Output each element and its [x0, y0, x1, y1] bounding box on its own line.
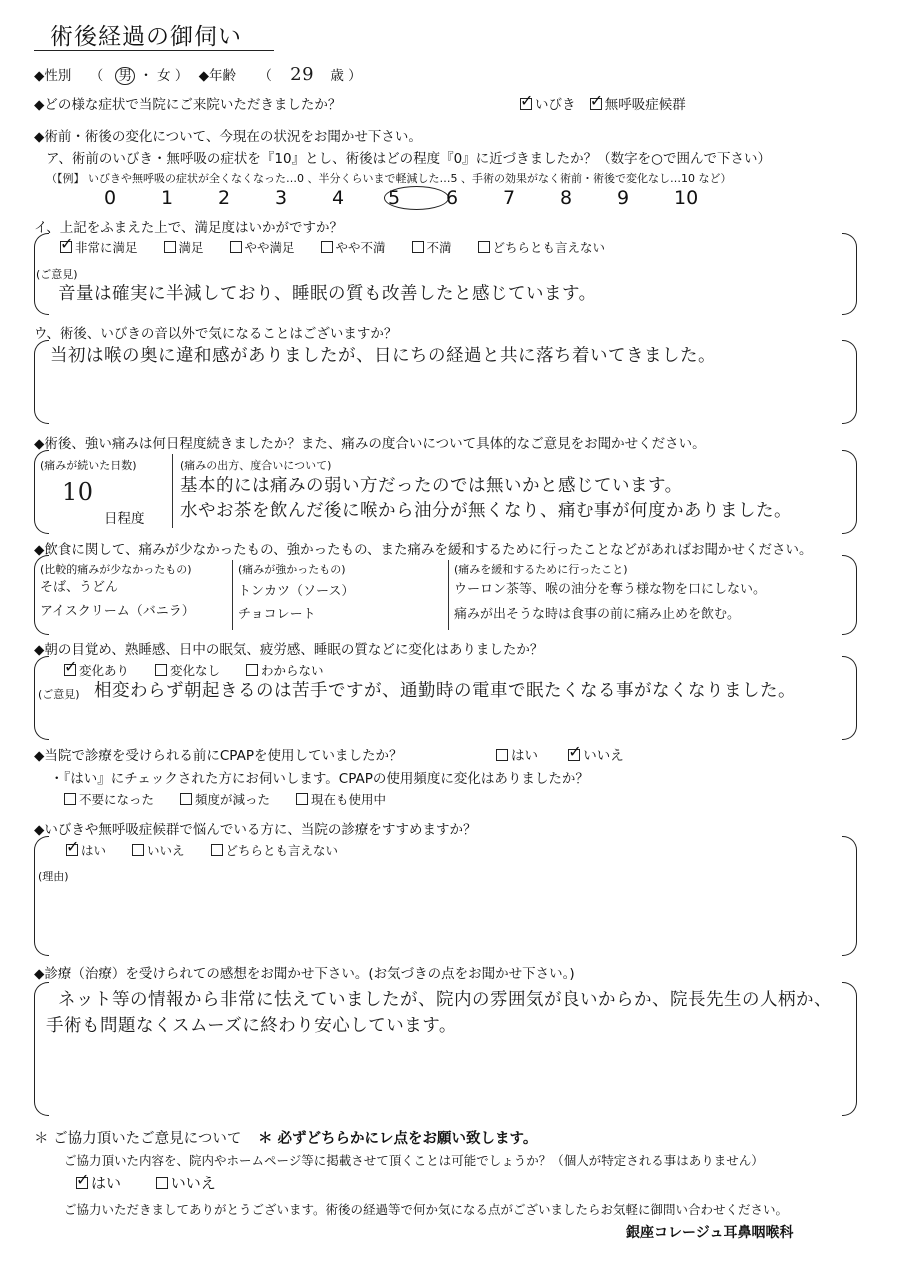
checkbox-checked-icon	[60, 241, 72, 253]
pain-days-label: (痛みが続いた日数)	[40, 459, 137, 472]
cpap-question: ◆当院で診療を受けられる前にCPAPを使用していましたか？	[34, 748, 403, 764]
checkbox-icon	[132, 844, 144, 856]
permission-yes-checkbox[interactable]: ✓はい	[76, 1172, 121, 1193]
food-col1-item-2[interactable]: アイスクリーム（バニラ）	[40, 604, 195, 619]
cpap-sub-question: ・『はい』にチェックされた方にお伺いします。CPAPの使用頻度に変化はありましたか？	[50, 771, 589, 787]
checkbox-icon	[321, 241, 333, 253]
satisfaction-satisfied-checkbox[interactable]: 満足	[164, 238, 204, 256]
other-question: ウ、術後、いびきの音以外で気になることはございますか？	[34, 326, 398, 342]
checkbox-icon	[180, 793, 192, 805]
symptom-question: ◆どの様な症状で当院にご来院いただきましたか？	[34, 97, 342, 113]
footer-permission: ご協力頂いた内容を、院内やホームページ等に掲載させて頂くことは可能でしょうか？（個人が特定される事はありません）	[64, 1153, 764, 1168]
pain-days-value[interactable]: 10	[62, 478, 94, 506]
morning-answer[interactable]: 相変わらず朝起きるのは苦手ですが、通勤時の電車で眠たくなる事がなくなりました。	[94, 681, 796, 701]
morning-opinion-label: (ご意見)	[38, 688, 80, 701]
cpap-reduced-checkbox[interactable]: 頻度が減った	[180, 790, 270, 808]
checkbox-icon	[296, 793, 308, 805]
satisfaction-very-satisfied-checkbox[interactable]: ✓非常に満足	[60, 238, 138, 256]
scale-3[interactable]: 3	[275, 187, 288, 209]
recommend-yes-checkbox[interactable]: ✓はい	[66, 841, 106, 859]
cpap-not-needed-checkbox[interactable]: 不要になった	[64, 790, 154, 808]
footer-note-2: ＊ 必ずどちらかにレ点をお願い致します。	[257, 1131, 538, 1147]
gender-label: ◆性別	[34, 68, 72, 84]
gender-row: ◆性別 （ 男 ・ 女 ） ◆年齢 （ 29 歳 ）	[34, 64, 362, 85]
checkbox-checked-icon	[590, 98, 602, 110]
food-question: ◆飲食に関して、痛みが少なかったもの、強かったもの、また痛みを緩和するために行ったことなどがあればお聞かせください。	[34, 542, 813, 558]
gender-male-option[interactable]: 男	[115, 67, 135, 85]
change-example: （【例】 いびきや無呼吸の症状が全くなくなった…0 、半分くらいまで軽減した…5 、手術の効果がなく術前・術後で変化なし…10 など）	[46, 172, 732, 185]
checkbox-icon	[246, 664, 258, 676]
other-answer[interactable]: 当初は喉の奥に違和感がありましたが、日にちの経過と共に落ち着いてきました。	[50, 346, 716, 366]
food-col3-item-2[interactable]: 痛みが出そうな時は食事の前に痛み止めを飲む。	[454, 607, 741, 622]
food-col1-item-1[interactable]: そば、うどん	[40, 580, 119, 595]
pain-answer-1[interactable]: 基本的には痛みの弱い方だったのでは無いかと感じています。	[180, 476, 683, 496]
satisfaction-options	[60, 238, 627, 256]
checkbox-icon	[496, 749, 508, 761]
impression-answer-1[interactable]: ネット等の情報から非常に怯えていましたが、院内の雰囲気が良いからか、院長先生の人柄か、	[58, 990, 832, 1010]
impression-box-left	[34, 982, 49, 1116]
cpap-no-checkbox[interactable]: ✓ いいえ	[568, 744, 624, 764]
morning-changed-checkbox[interactable]: ✓変化あり	[64, 661, 129, 679]
morning-question: ◆朝の目覚め、熟睡感、日中の眠気、疲労感、睡眠の質などに変化はありましたか？	[34, 642, 544, 658]
form-title: 術後経過の御伺い	[50, 24, 242, 50]
morning-unchanged-checkbox[interactable]: 変化なし	[155, 661, 220, 679]
scale-10[interactable]: 10	[674, 187, 699, 209]
food-col2-item-2[interactable]: チョコレート	[238, 607, 316, 622]
scale-2[interactable]: 2	[218, 187, 231, 209]
scale-6[interactable]: 6	[446, 187, 459, 209]
food-col3-item-1[interactable]: ウーロン茶等、喉の油分を奪う様な物を口にしない。	[454, 582, 767, 597]
satisfaction-dissatisfied-checkbox[interactable]: 不満	[412, 238, 452, 256]
scale-5-selected[interactable]: 5	[389, 186, 446, 210]
permission-no-checkbox[interactable]: いいえ	[156, 1172, 216, 1193]
checkbox-icon	[155, 664, 167, 676]
checkbox-icon	[156, 1177, 168, 1189]
scale-1[interactable]: 1	[161, 187, 174, 209]
checkbox-icon	[478, 241, 490, 253]
impression-box-right	[842, 982, 857, 1116]
scale-0[interactable]: 0	[104, 187, 117, 209]
cpap-still-using-checkbox[interactable]: 現在も使用中	[296, 790, 386, 808]
checkbox-icon	[211, 844, 223, 856]
scale-9[interactable]: 9	[617, 187, 630, 209]
clinic-name: 銀座コレージュ耳鼻咽喉科	[626, 1225, 794, 1241]
title-underline	[34, 50, 274, 51]
recommend-options	[66, 841, 360, 859]
impression-answer-2[interactable]: 手術も問題なくスムーズに終わり安心しています。	[46, 1016, 457, 1036]
checkbox-icon	[230, 241, 242, 253]
age-unit: 歳	[330, 68, 344, 84]
recommend-box-left	[34, 836, 49, 956]
recommend-question: ◆いびきや無呼吸症候群で悩んでいる方に、当院の診療をすすめますか？	[34, 822, 477, 838]
footer-note-1: ＊ ご協力頂いたご意見について	[34, 1131, 242, 1147]
pain-days-unit: 日程度	[104, 511, 145, 527]
scale-7[interactable]: 7	[503, 187, 516, 209]
change-scale	[104, 186, 731, 210]
footer-permission-options	[76, 1172, 238, 1193]
age-value[interactable]: 29	[290, 64, 315, 85]
cpap-yes-checkbox[interactable]: はい	[496, 744, 538, 764]
symptom-options	[520, 93, 708, 113]
food-col2-label: (痛みが強かったもの)	[238, 563, 346, 576]
checkbox-icon	[64, 793, 76, 805]
satisfaction-question: イ、上記をふまえた上で、満足度はいかがですか？	[34, 220, 344, 236]
scale-8[interactable]: 8	[560, 187, 573, 209]
recommend-box-right	[842, 836, 857, 956]
morning-box-right	[842, 656, 857, 740]
recommend-no-checkbox[interactable]: いいえ	[132, 841, 185, 859]
symptom-apnea-checkbox[interactable]: ✓ 無呼吸症候群	[590, 93, 686, 113]
food-col3-label: (痛みを緩和するために行ったこと)	[454, 563, 628, 576]
food-col2-item-1[interactable]: トンカツ（ソース）	[238, 584, 355, 599]
satisfaction-neutral-checkbox[interactable]: どちらとも言えない	[478, 238, 606, 256]
checkbox-checked-icon	[520, 98, 532, 110]
satisfaction-somewhat-satisfied-checkbox[interactable]: やや満足	[230, 238, 295, 256]
checkbox-icon	[164, 241, 176, 253]
age-label: ◆年齢	[198, 68, 237, 84]
satisfaction-box-right	[842, 233, 857, 315]
pain-box-right	[842, 450, 857, 534]
food-box-right	[842, 555, 857, 635]
pain-desc-label: (痛みの出方、度合いについて)	[180, 459, 332, 472]
recommend-reason-label: (理由)	[38, 870, 69, 883]
checkbox-checked-icon	[66, 844, 78, 856]
checkbox-icon	[412, 241, 424, 253]
satisfaction-answer[interactable]: 音量は確実に半減しており、睡眠の質も改善したと感じています。	[58, 284, 597, 304]
footer-thanks: ご協力いただきましてありがとうございます。術後の経過等で何か気になる点がございましたらお気軽に御問い合わせください。	[64, 1202, 789, 1217]
impression-question: ◆診療（治療）を受けられての感想をお聞かせ下さい。(お気づきの点をお聞かせ下さい。)	[34, 966, 575, 982]
food-divider-2	[448, 560, 449, 630]
satisfaction-somewhat-dissatisfied-checkbox[interactable]: やや不満	[321, 238, 386, 256]
other-box-left	[34, 340, 49, 424]
cpap-sub-options	[64, 790, 408, 808]
pain-answer-2[interactable]: 水やお茶を飲んだ後に喉から油分が無くなり、痛む事が何度かありました。	[180, 501, 792, 521]
scale-4[interactable]: 4	[332, 187, 345, 209]
cpap-options	[496, 744, 646, 764]
checkbox-checked-icon	[76, 1177, 88, 1189]
checkbox-checked-icon	[64, 664, 76, 676]
change-sub-question: ア、術前のいびき・無呼吸の症状を『10』とし、術後はどの程度『0』に近づきましたか？（数字を○で囲んで下さい）	[46, 151, 771, 167]
morning-unknown-checkbox[interactable]: わからない	[246, 661, 324, 679]
symptom-snoring-checkbox[interactable]: ✓ いびき	[520, 93, 576, 113]
change-question: ◆術前・術後の変化について、今現在の状況をお聞かせ下さい。	[34, 129, 422, 145]
checkbox-checked-icon	[568, 749, 580, 761]
pain-question: ◆術後、強い痛みは何日程度続きましたか？また、痛みの度合いについて具体的なご意見をお聞かせください。	[34, 436, 706, 452]
other-box-right	[842, 340, 857, 424]
food-divider-1	[232, 560, 233, 630]
gender-female-option[interactable]: 女	[157, 68, 171, 84]
recommend-neutral-checkbox[interactable]: どちらとも言えない	[211, 841, 339, 859]
pain-divider	[172, 454, 173, 528]
food-col1-label: (比較的痛みが少なかったもの)	[40, 563, 192, 576]
footer-notes	[34, 1127, 537, 1148]
satisfaction-opinion-label: (ご意見)	[36, 268, 78, 281]
